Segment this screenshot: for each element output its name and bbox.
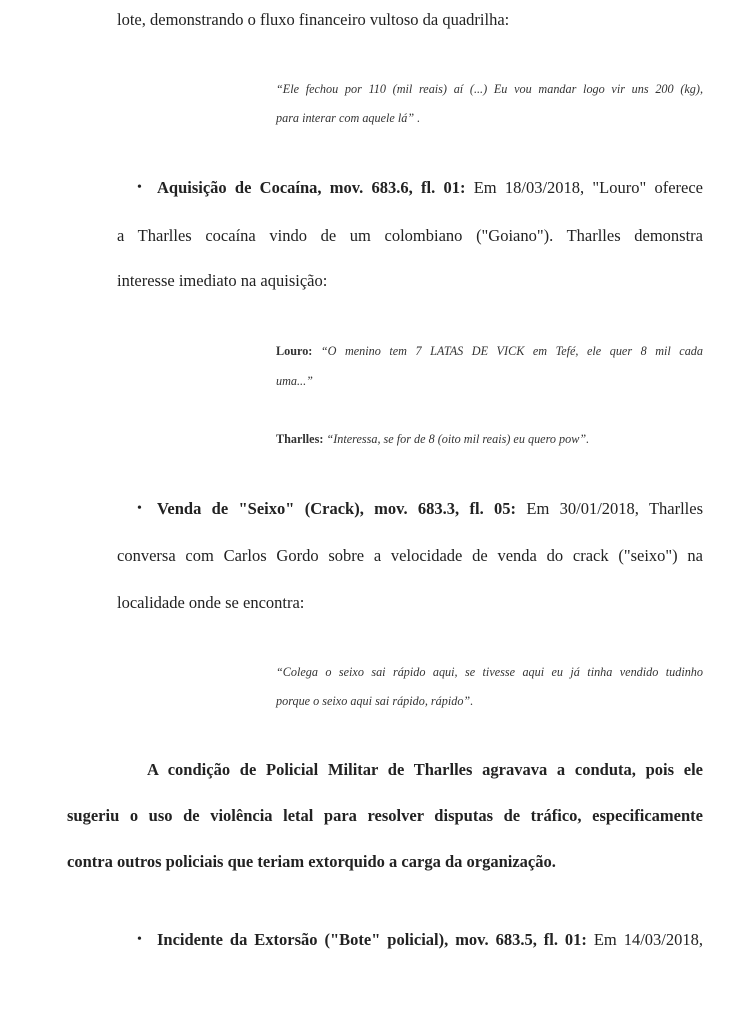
item-1-line-1 <box>157 178 703 198</box>
item-2-title: Venda de "Seixo" (Crack), mov. 683.3, fl. 05: <box>157 499 517 518</box>
item-3-title: Incidente da Extorsão ("Bote" policial), mov. 683.5, fl. 01: <box>157 930 587 949</box>
bold-paragraph-line-1: A condição de Policial Militar de Tharlles agravava a conduta, pois ele <box>147 760 703 779</box>
item-1-title: Aquisição de Cocaína, mov. 683.6, fl. 01: <box>157 178 466 197</box>
dialog-1-line-3 <box>276 431 589 447</box>
bold-paragraph-line-2: sugeriu o uso de violência letal para resolver disputas de tráfico, especificamente <box>67 806 703 825</box>
item-3-line-1 <box>157 930 703 950</box>
speaker-louro: Louro: <box>276 344 313 358</box>
item-2-line-3: localidade onde se encontra: <box>117 593 305 612</box>
quote-1-line-1: “Ele fechou por 110 (mil reais) aí (...) Eu vou mandar logo vir uns 200 (kg), <box>276 82 703 96</box>
item-1-line-2: a Tharlles cocaína vindo de um colombiano ("Goiano"). Tharlles demonstra <box>117 226 703 245</box>
intro-line: lote, demonstrando o fluxo financeiro vultoso da quadrilha: <box>117 10 510 29</box>
item-1-line-1-text: Em 18/03/2018, "Louro" oferece <box>465 178 703 197</box>
item-2-line-1-text: Em 30/01/2018, Tharlles <box>516 499 703 518</box>
quote-2-line-1: “Colega o seixo sai rápido aqui, se tivesse aqui eu já tinha vendido tudinho <box>276 665 703 679</box>
quote-2-line-2: porque o seixo aqui sai rápido, rápido”. <box>276 694 474 708</box>
dialog-1-line-1 <box>276 343 703 359</box>
bullet-2: • <box>137 501 142 516</box>
bold-paragraph-line-3: contra outros policiais que teriam extorquido a carga da organização. <box>67 852 556 871</box>
speech-tharlles: “Interessa, se for de 8 (oito mil reais) eu quero pow”. <box>323 432 590 446</box>
quote-1-line-2: para interar com aquele lá” . <box>276 111 421 125</box>
bullet-1: • <box>137 180 142 195</box>
item-2-line-2: conversa com Carlos Gordo sobre a velocidade de venda do crack ("seixo") na <box>117 546 703 565</box>
item-2-line-1 <box>157 499 703 519</box>
dialog-1-line-2: uma...” <box>276 374 313 388</box>
bullet-3: • <box>137 932 142 947</box>
item-1-line-3: interesse imediato na aquisição: <box>117 271 328 290</box>
speech-louro-line-1: “O menino tem 7 LATAS DE VICK em Tefé, ele quer 8 mil cada <box>312 344 703 358</box>
item-3-line-1-text: Em 14/03/2018, <box>586 930 703 949</box>
speaker-tharlles: Tharlles: <box>276 432 324 446</box>
